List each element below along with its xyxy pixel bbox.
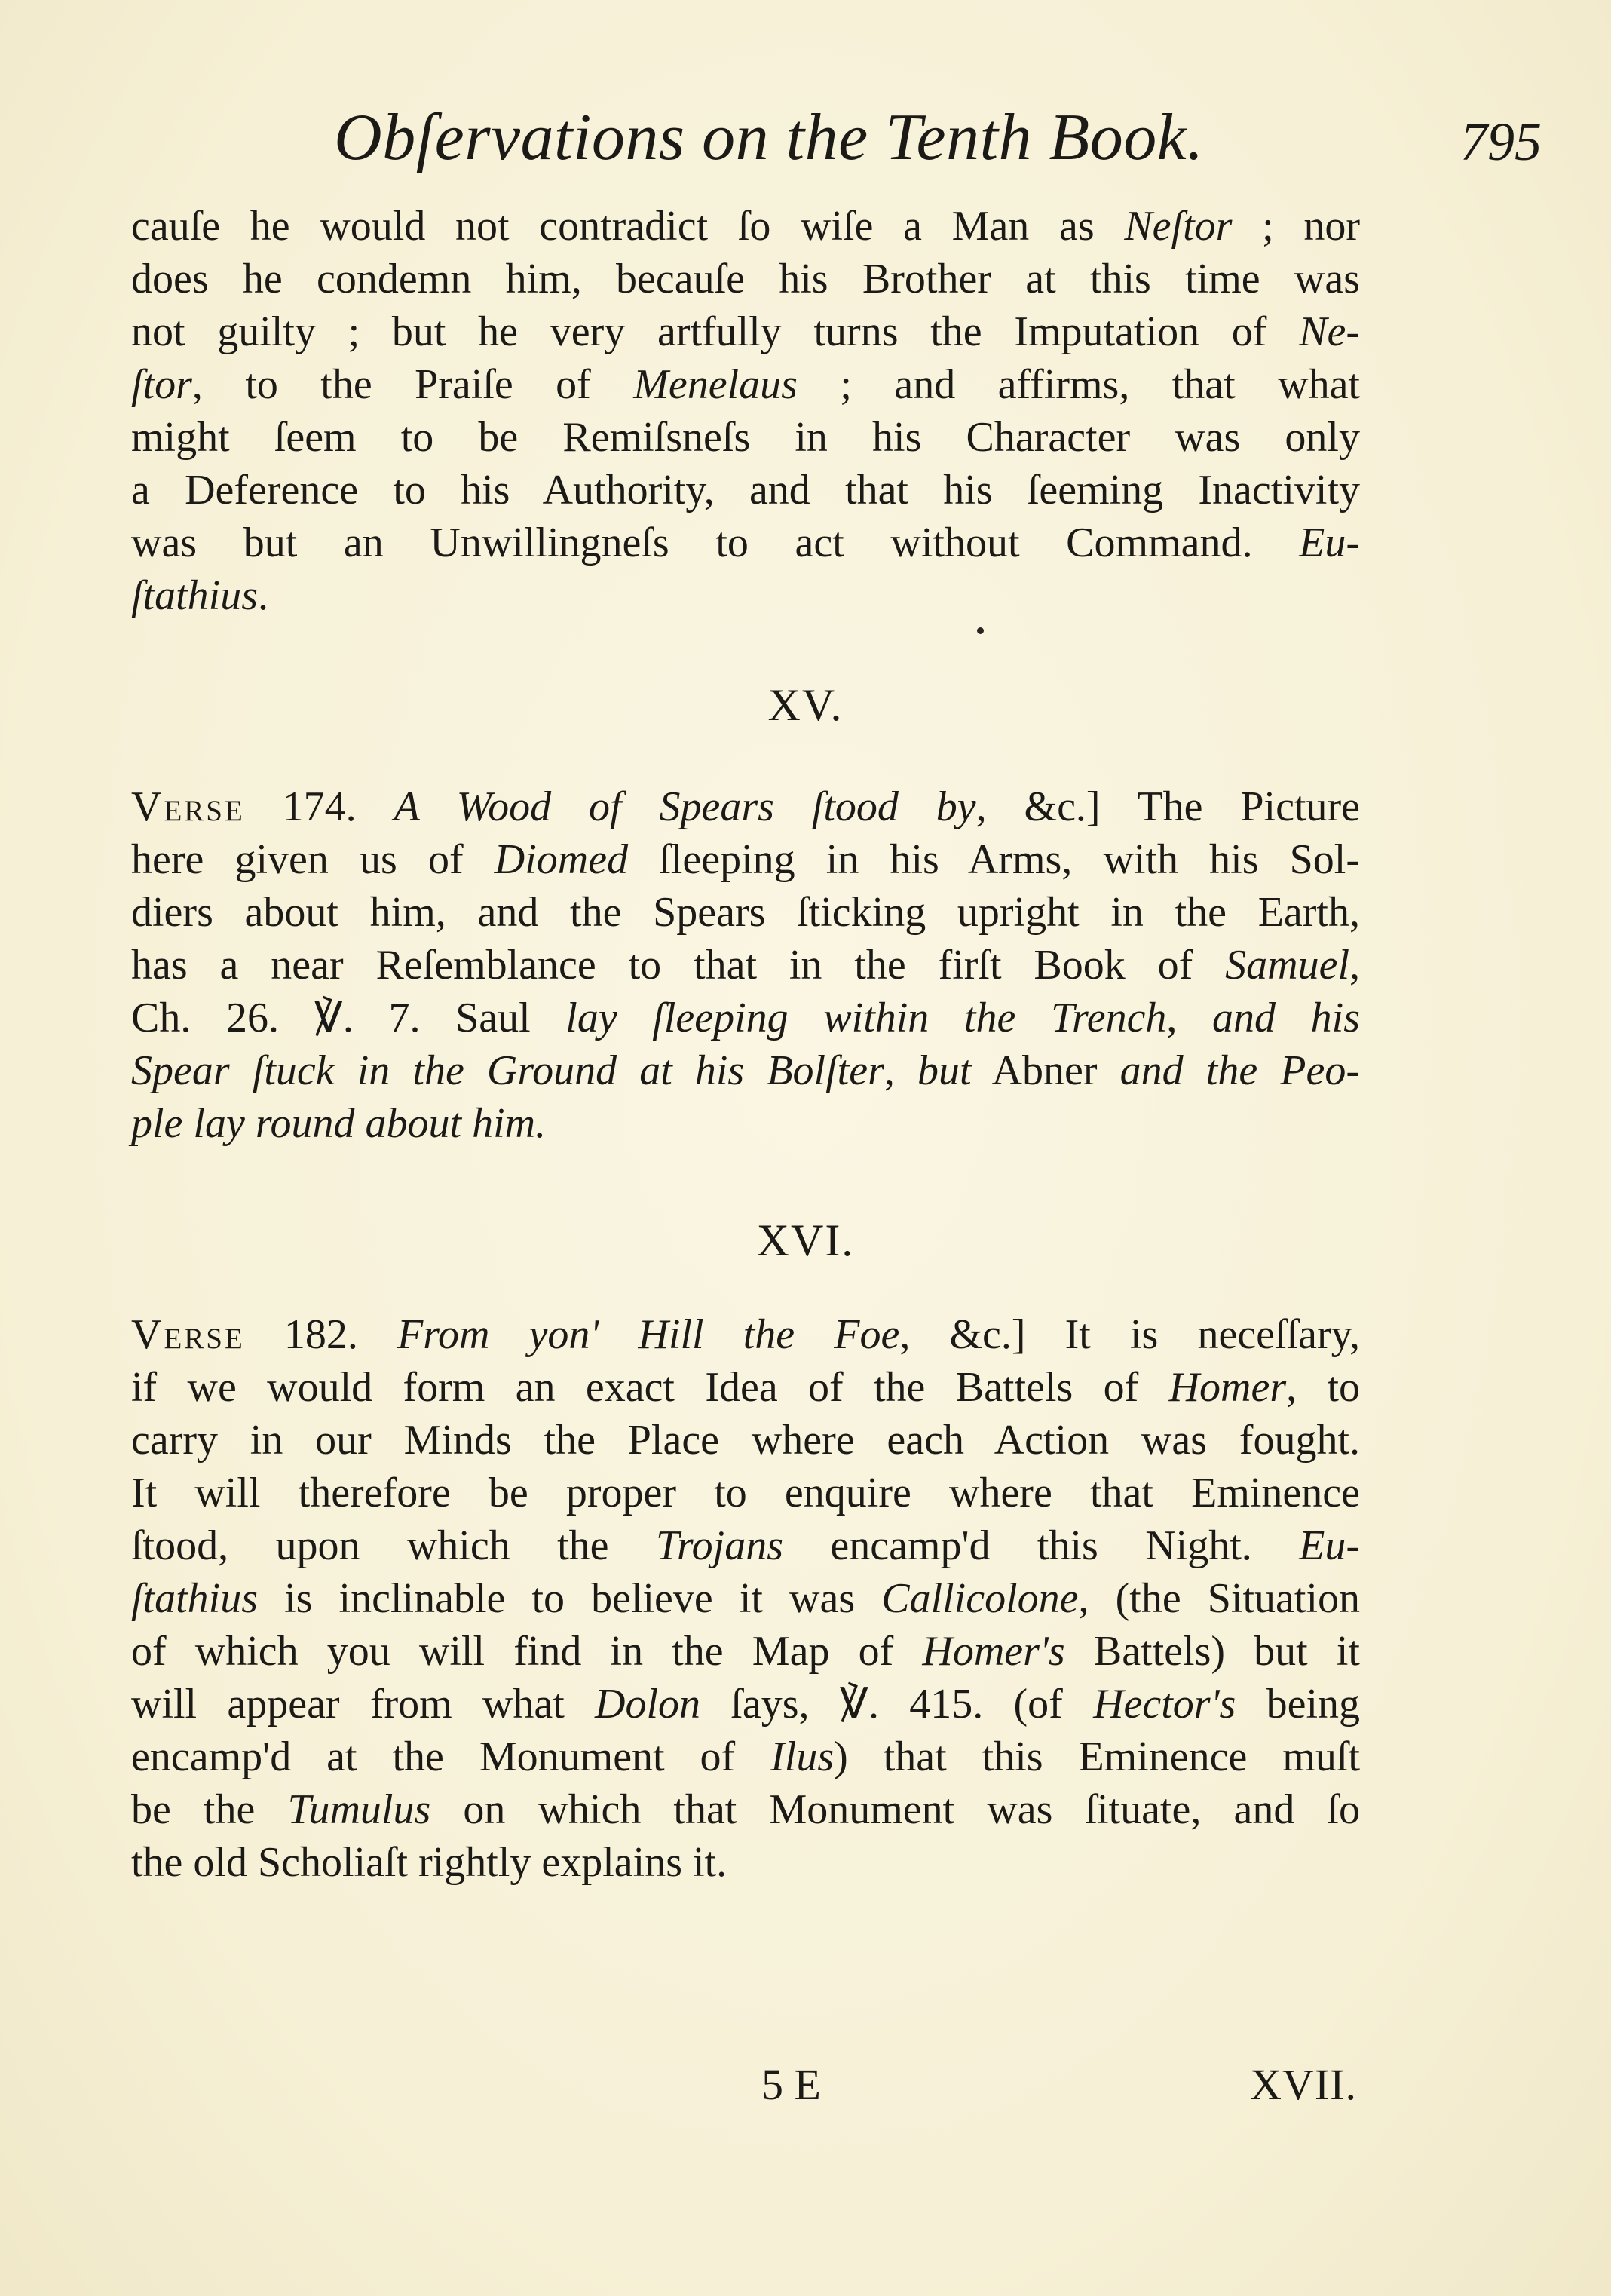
italic-text: Ne- (1299, 308, 1360, 355)
roman-text: ſays, ℣. 415. (of (700, 1681, 1094, 1727)
roman-text: here given us of (131, 836, 495, 883)
text-line (131, 1097, 1360, 1150)
italic-text: Eu- (1299, 520, 1360, 566)
roman-text: ) that this Eminence muſt (834, 1733, 1360, 1780)
continuation-paragraph (131, 200, 1360, 622)
text-line (131, 1361, 1360, 1414)
text-line (131, 305, 1360, 358)
roman-text: 174. (244, 783, 394, 830)
roman-text: Ch. 26. ℣. 7. Saul (131, 995, 566, 1041)
italic-text: ple lay round about him. (131, 1100, 547, 1147)
italic-text: Spear ſtuck in the Ground at his Bolſter (131, 1047, 884, 1094)
roman-text: ſleeping in his Arms, with his Sol- (628, 836, 1360, 883)
roman-text: ſtood, upon which the (131, 1522, 656, 1569)
italic-text: Diomed (494, 836, 629, 883)
roman-text: encamp'd at the Monument of (131, 1733, 771, 1780)
text-line (131, 886, 1360, 939)
text-line (131, 992, 1360, 1044)
text-line (131, 1678, 1360, 1730)
roman-text: , (1349, 942, 1360, 989)
text-line (131, 253, 1360, 305)
text-line (131, 1044, 1360, 1097)
italic-text: but (917, 1047, 972, 1094)
roman-text: It will therefore be proper to enquire where that Eminence (131, 1470, 1360, 1516)
italic-text: ſtor (131, 361, 192, 408)
roman-text: , &c.] It is neceſſary, (899, 1311, 1361, 1358)
roman-text: does he condemn him, becauſe his Brother at this time was (131, 256, 1360, 302)
text-line (131, 411, 1360, 464)
italic-text: Ilus (770, 1733, 835, 1780)
text-line (131, 1308, 1360, 1361)
italic-text: Trojans (655, 1522, 783, 1569)
section-xv-paragraph (131, 780, 1360, 1150)
roman-text: , (1166, 995, 1213, 1041)
roman-text: encamp'd this Night. (783, 1522, 1300, 1569)
roman-text: being (1236, 1681, 1361, 1727)
printer-mark (977, 627, 984, 634)
italic-text: Hector's (1093, 1681, 1236, 1727)
roman-text: not guilty ; but he very artfully turns the Imputation of (131, 308, 1300, 355)
text-line (131, 1836, 1360, 1889)
text-line (131, 1783, 1360, 1836)
roman-text: the old Scholiaſt rightly explains it. (131, 1839, 727, 1886)
roman-text: has a near Reſemblance to that in the firſt Book of (131, 942, 1226, 989)
roman-text: , to (1286, 1364, 1360, 1411)
section-heading-xvi: XVI. (756, 1215, 855, 1265)
text-line (131, 1625, 1360, 1678)
roman-text: . (258, 572, 269, 619)
italic-text: Samuel (1225, 942, 1349, 989)
italic-text: Eu- (1299, 1522, 1360, 1569)
text-line (131, 200, 1360, 253)
italic-text: and his (1212, 995, 1360, 1041)
roman-text: , (the Situation (1078, 1575, 1360, 1622)
text-line (131, 780, 1360, 833)
signature-mark: 5 E (761, 2060, 821, 2109)
text-line (131, 517, 1360, 569)
italic-text: ſtathius (131, 1575, 259, 1622)
italic-text: Dolon (595, 1681, 701, 1727)
text-line (131, 1467, 1360, 1519)
roman-text: , (884, 1047, 917, 1094)
italic-text: From yon' Hill the Foe (397, 1311, 900, 1358)
verse-label: Verse (131, 1311, 245, 1358)
roman-text: diers about him, and the Spears ſticking upright in the Earth, (131, 889, 1360, 936)
roman-text: was but an Unwillingneſs to act without Command. (131, 520, 1300, 566)
text-line (131, 1414, 1360, 1467)
italic-text: Homer (1168, 1364, 1287, 1411)
text-line (131, 939, 1360, 992)
running-head (0, 97, 1611, 187)
italic-text: Callicolone (881, 1575, 1079, 1622)
italic-text: and the Peo- (1119, 1047, 1361, 1094)
roman-text: ; nor (1232, 203, 1360, 250)
roman-text: Battels) but it (1064, 1628, 1360, 1675)
roman-text: a Deference to his Authority, and that his ſeeming Inactivity (131, 467, 1360, 513)
roman-text: , &c.] The Picture (975, 783, 1361, 830)
roman-text: ; and affirms, that what (797, 361, 1360, 408)
page-number: 795 (1460, 112, 1542, 172)
italic-text: A Wood of Spears ſtood by (394, 783, 976, 830)
roman-text: if we would form an exact Idea of the Battels of (131, 1364, 1169, 1411)
text-line (131, 1572, 1360, 1625)
roman-text: will appear from what (131, 1681, 596, 1727)
roman-text: of which you will find in the Map of (131, 1628, 923, 1675)
italic-text: Homer's (922, 1628, 1065, 1675)
roman-text: Abner (971, 1047, 1120, 1094)
italic-text: ſtathius (131, 572, 259, 619)
roman-text: might ſeem to be Remiſsneſs in his Character was only (131, 414, 1360, 461)
italic-text: Tumulus (287, 1786, 431, 1833)
text-line (131, 464, 1360, 517)
roman-text: carry in our Minds the Place where each Action was fought. (131, 1417, 1360, 1464)
roman-text: , to the Praiſe of (191, 361, 634, 408)
text-line (131, 1519, 1360, 1572)
roman-text: is inclinable to believe it was (258, 1575, 882, 1622)
roman-text: cauſe he would not contradict ſo wiſe a Man as (131, 203, 1125, 250)
text-line (131, 833, 1360, 886)
roman-text: on which that Monument was ſituate, and ſo (430, 1786, 1360, 1833)
text-line (131, 1730, 1360, 1783)
italic-text: Menelaus (633, 361, 798, 408)
text-line (131, 569, 1360, 622)
running-title: Obſervations on the Tenth Book. (334, 101, 1204, 174)
section-xvi-paragraph (131, 1308, 1360, 1889)
catchword: XVII. (1250, 2060, 1357, 2109)
roman-text: be the (131, 1786, 288, 1833)
page-footer (0, 2051, 1611, 2119)
italic-text: Neſtor (1124, 203, 1233, 250)
section-heading-xv: XV. (767, 680, 844, 730)
roman-text: 182. (244, 1311, 398, 1358)
verse-label: Verse (131, 783, 245, 830)
text-line (131, 358, 1360, 411)
italic-text: lay ſleeping within the Trench (565, 995, 1167, 1041)
